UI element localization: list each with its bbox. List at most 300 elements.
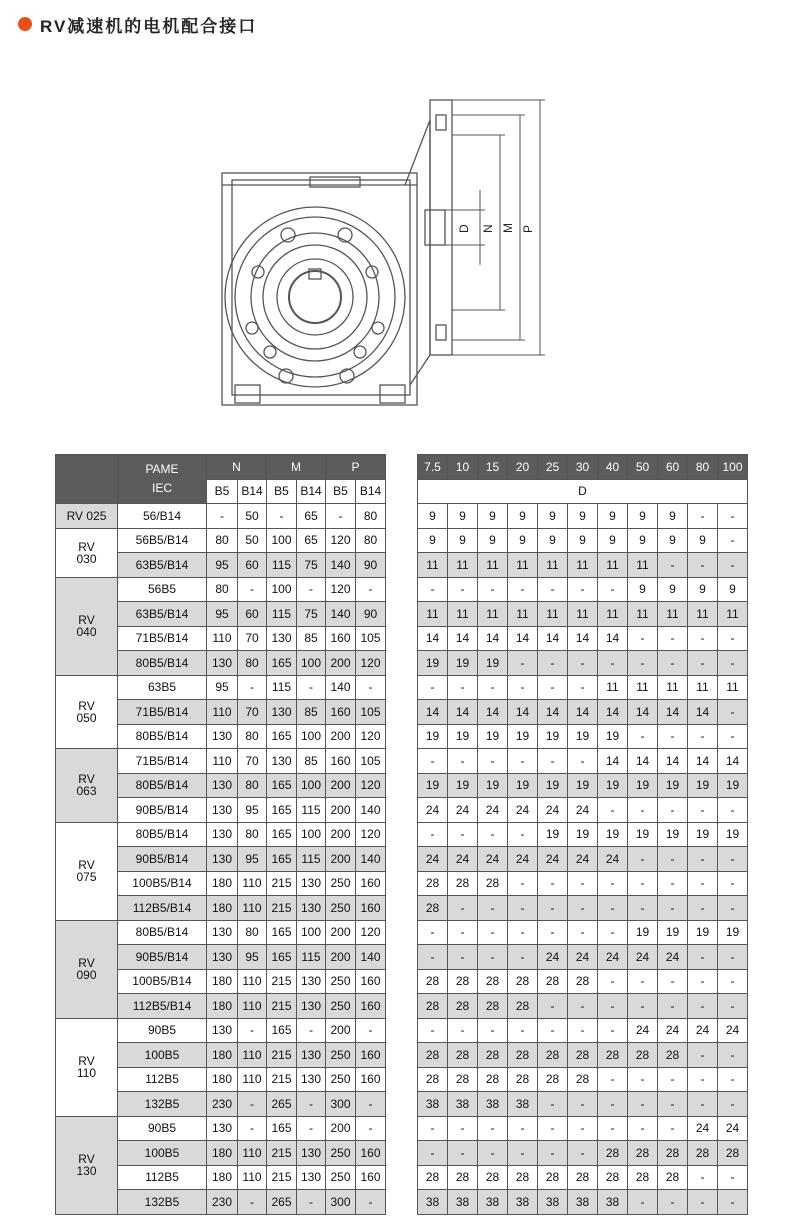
header-pame: PAME bbox=[145, 461, 179, 476]
d-cell: - bbox=[418, 675, 448, 700]
d-cell: 11 bbox=[448, 553, 478, 578]
table-row bbox=[418, 945, 748, 970]
nmp-cell: 230 bbox=[207, 1092, 238, 1117]
d-cell: 38 bbox=[448, 1190, 478, 1215]
iec-cell: 132B5 bbox=[118, 1092, 207, 1117]
d-cell: 19 bbox=[508, 773, 538, 798]
nmp-cell: - bbox=[326, 504, 356, 529]
d-cell: 14 bbox=[598, 700, 628, 725]
d-cell: 11 bbox=[478, 553, 508, 578]
iec-cell: 71B5/B14 bbox=[118, 749, 207, 774]
d-cell: - bbox=[418, 945, 448, 970]
table-row bbox=[56, 1116, 386, 1141]
model-cell bbox=[56, 504, 118, 529]
nmp-cell: 110 bbox=[238, 1043, 267, 1068]
d-cell: - bbox=[448, 577, 478, 602]
d-cell: - bbox=[688, 626, 718, 651]
d-cell: 9 bbox=[568, 504, 598, 529]
nmp-cell: 80 bbox=[238, 651, 267, 676]
nmp-cell: 200 bbox=[326, 798, 356, 823]
d-cell: - bbox=[508, 577, 538, 602]
d-cell: - bbox=[718, 798, 748, 823]
d-cell: 38 bbox=[568, 1190, 598, 1215]
d-cell: 28 bbox=[478, 994, 508, 1019]
nmp-cell: 120 bbox=[356, 724, 386, 749]
d-cell: - bbox=[538, 749, 568, 774]
d-cell: 28 bbox=[538, 1165, 568, 1190]
header-sub: B5 bbox=[326, 479, 356, 504]
d-cell: - bbox=[718, 528, 748, 553]
iec-cell: 80B5/B14 bbox=[118, 920, 207, 945]
iec-cell: 112B5 bbox=[118, 1067, 207, 1092]
d-cell: - bbox=[478, 1141, 508, 1166]
d-cell: 9 bbox=[718, 577, 748, 602]
d-cell: 24 bbox=[538, 798, 568, 823]
d-cell: 14 bbox=[418, 700, 448, 725]
nmp-cell: 160 bbox=[356, 1043, 386, 1068]
d-cell: - bbox=[688, 1165, 718, 1190]
nmp-cell: 140 bbox=[326, 602, 356, 627]
nmp-cell: 165 bbox=[267, 1018, 297, 1043]
d-cell: - bbox=[688, 871, 718, 896]
d-cell: - bbox=[718, 651, 748, 676]
header-d-value: 20 bbox=[508, 455, 538, 480]
header-d-value: 7.5 bbox=[418, 455, 448, 480]
table-row bbox=[418, 1092, 748, 1117]
d-cell: 19 bbox=[688, 773, 718, 798]
d-cell: 14 bbox=[658, 700, 688, 725]
d-cell: - bbox=[688, 896, 718, 921]
d-cell: 14 bbox=[478, 700, 508, 725]
nmp-cell: 120 bbox=[356, 920, 386, 945]
table-row bbox=[56, 675, 386, 700]
header-group: M bbox=[267, 455, 326, 480]
d-cell: - bbox=[598, 1067, 628, 1092]
nmp-cell: 130 bbox=[297, 1043, 326, 1068]
d-cell: - bbox=[478, 822, 508, 847]
d-cell: 24 bbox=[658, 1018, 688, 1043]
d-cell: 38 bbox=[418, 1190, 448, 1215]
d-cell: 11 bbox=[418, 553, 448, 578]
header-row bbox=[418, 455, 748, 480]
d-cell: - bbox=[658, 847, 688, 872]
header-d-value: 60 bbox=[658, 455, 688, 480]
table-row bbox=[418, 749, 748, 774]
model-cell bbox=[56, 920, 118, 1018]
table-row bbox=[56, 920, 386, 945]
shaft-diameter-table bbox=[417, 454, 748, 1215]
d-cell: 19 bbox=[598, 724, 628, 749]
d-cell: 28 bbox=[508, 994, 538, 1019]
nmp-cell: - bbox=[297, 1190, 326, 1215]
d-cell: - bbox=[538, 1092, 568, 1117]
nmp-cell: 120 bbox=[356, 651, 386, 676]
d-cell: - bbox=[658, 994, 688, 1019]
nmp-cell: 250 bbox=[326, 1165, 356, 1190]
d-cell: - bbox=[538, 994, 568, 1019]
d-cell: 24 bbox=[568, 847, 598, 872]
header-d-value: 50 bbox=[628, 455, 658, 480]
d-cell: - bbox=[718, 945, 748, 970]
d-cell: - bbox=[508, 945, 538, 970]
nmp-cell: 265 bbox=[267, 1092, 297, 1117]
d-cell: - bbox=[478, 577, 508, 602]
d-cell: 24 bbox=[568, 798, 598, 823]
nmp-cell: 110 bbox=[238, 1067, 267, 1092]
d-cell: 11 bbox=[538, 602, 568, 627]
d-cell: 11 bbox=[448, 602, 478, 627]
nmp-cell: 100 bbox=[297, 920, 326, 945]
nmp-cell: 65 bbox=[297, 504, 326, 529]
d-cell: 11 bbox=[718, 602, 748, 627]
table-row bbox=[418, 1165, 748, 1190]
d-cell: 9 bbox=[448, 504, 478, 529]
d-cell: 28 bbox=[448, 1165, 478, 1190]
d-cell: - bbox=[718, 724, 748, 749]
nmp-cell: 120 bbox=[326, 528, 356, 553]
d-cell: 14 bbox=[448, 626, 478, 651]
nmp-cell: 110 bbox=[207, 749, 238, 774]
d-cell: - bbox=[628, 871, 658, 896]
table-row bbox=[418, 798, 748, 823]
d-cell: - bbox=[598, 798, 628, 823]
nmp-cell: 215 bbox=[267, 969, 297, 994]
nmp-cell: 250 bbox=[326, 871, 356, 896]
table-row bbox=[56, 749, 386, 774]
d-cell: 11 bbox=[478, 602, 508, 627]
d-cell: - bbox=[568, 994, 598, 1019]
d-cell: 14 bbox=[448, 700, 478, 725]
header-group: N bbox=[207, 455, 267, 480]
d-cell: - bbox=[718, 994, 748, 1019]
nmp-cell: 100 bbox=[297, 724, 326, 749]
iec-cell: 132B5 bbox=[118, 1190, 207, 1215]
d-cell: 24 bbox=[718, 1116, 748, 1141]
model-label: 050 bbox=[76, 710, 97, 725]
d-cell: - bbox=[448, 675, 478, 700]
d-cell: - bbox=[718, 1043, 748, 1068]
table-row bbox=[418, 700, 748, 725]
d-cell: - bbox=[718, 847, 748, 872]
d-cell: 19 bbox=[478, 651, 508, 676]
d-cell: 9 bbox=[538, 504, 568, 529]
d-cell: - bbox=[688, 847, 718, 872]
d-cell: - bbox=[718, 871, 748, 896]
nmp-cell: - bbox=[238, 1092, 267, 1117]
nmp-cell: 130 bbox=[207, 798, 238, 823]
d-cell: 19 bbox=[718, 773, 748, 798]
d-cell: 14 bbox=[628, 700, 658, 725]
iec-cell: 80B5/B14 bbox=[118, 651, 207, 676]
d-cell: - bbox=[658, 626, 688, 651]
d-cell: 11 bbox=[688, 602, 718, 627]
d-cell: 9 bbox=[478, 528, 508, 553]
d-cell: 28 bbox=[418, 969, 448, 994]
d-cell: - bbox=[658, 651, 688, 676]
d-cell: - bbox=[718, 1067, 748, 1092]
d-cell: 24 bbox=[538, 847, 568, 872]
nmp-cell: 230 bbox=[207, 1190, 238, 1215]
nmp-cell: - bbox=[297, 1092, 326, 1117]
d-cell: - bbox=[598, 577, 628, 602]
header-d-value: 30 bbox=[568, 455, 598, 480]
nmp-cell: 200 bbox=[326, 724, 356, 749]
iec-cell: 100B5/B14 bbox=[118, 969, 207, 994]
d-cell: 28 bbox=[418, 994, 448, 1019]
header-d-value: 15 bbox=[478, 455, 508, 480]
d-cell: 14 bbox=[718, 749, 748, 774]
d-cell: 28 bbox=[658, 1165, 688, 1190]
d-cell: 11 bbox=[658, 675, 688, 700]
d-cell: - bbox=[688, 1092, 718, 1117]
d-cell: - bbox=[688, 798, 718, 823]
d-cell: 28 bbox=[628, 1165, 658, 1190]
nmp-cell: 130 bbox=[297, 1165, 326, 1190]
d-cell: 38 bbox=[538, 1190, 568, 1215]
nmp-cell: 75 bbox=[297, 602, 326, 627]
d-cell: 24 bbox=[688, 1018, 718, 1043]
header-iec: IEC bbox=[151, 481, 172, 495]
nmp-cell: 165 bbox=[267, 651, 297, 676]
nmp-cell: 165 bbox=[267, 724, 297, 749]
d-cell: - bbox=[598, 969, 628, 994]
d-cell: - bbox=[598, 1092, 628, 1117]
d-cell: - bbox=[448, 920, 478, 945]
d-cell: 14 bbox=[658, 749, 688, 774]
nmp-cell: 80 bbox=[238, 724, 267, 749]
d-cell: 28 bbox=[478, 871, 508, 896]
dim-label-d: D bbox=[457, 224, 471, 233]
d-cell: 11 bbox=[568, 602, 598, 627]
nmp-cell: 180 bbox=[207, 1067, 238, 1092]
d-cell: 28 bbox=[568, 969, 598, 994]
d-cell: 19 bbox=[658, 773, 688, 798]
iec-cell: 90B5/B14 bbox=[118, 798, 207, 823]
flange-outline bbox=[430, 100, 452, 355]
d-cell: - bbox=[568, 675, 598, 700]
d-cell: 9 bbox=[508, 504, 538, 529]
d-cell: 24 bbox=[508, 847, 538, 872]
nmp-cell: - bbox=[238, 1116, 267, 1141]
d-cell: - bbox=[508, 749, 538, 774]
nmp-cell: 115 bbox=[267, 553, 297, 578]
nmp-cell: 180 bbox=[207, 994, 238, 1019]
nmp-cell: 105 bbox=[356, 700, 386, 725]
model-label: RV bbox=[78, 539, 95, 554]
nmp-cell: 200 bbox=[326, 822, 356, 847]
iec-cell: 90B5/B14 bbox=[118, 847, 207, 872]
dim-label-n: N bbox=[481, 224, 495, 233]
nmp-cell: 215 bbox=[267, 896, 297, 921]
nmp-cell: 110 bbox=[207, 700, 238, 725]
d-cell: - bbox=[598, 1018, 628, 1043]
nmp-cell: 300 bbox=[326, 1190, 356, 1215]
d-cell: - bbox=[658, 724, 688, 749]
header-d-value: 25 bbox=[538, 455, 568, 480]
d-cell: 28 bbox=[478, 1067, 508, 1092]
d-cell: 11 bbox=[628, 675, 658, 700]
nmp-cell: 215 bbox=[267, 1067, 297, 1092]
model-cell bbox=[56, 1018, 118, 1116]
d-cell: 24 bbox=[598, 847, 628, 872]
d-cell: 9 bbox=[658, 577, 688, 602]
d-cell: 14 bbox=[688, 700, 718, 725]
table-row bbox=[418, 896, 748, 921]
d-cell: - bbox=[478, 1018, 508, 1043]
nmp-cell: 200 bbox=[326, 1018, 356, 1043]
model-label: RV bbox=[78, 698, 95, 713]
nmp-cell: 130 bbox=[297, 969, 326, 994]
d-cell: - bbox=[688, 994, 718, 1019]
d-cell: 19 bbox=[418, 724, 448, 749]
model-label: RV bbox=[78, 956, 95, 970]
table-row bbox=[56, 577, 386, 602]
d-cell: - bbox=[538, 896, 568, 921]
d-cell: 38 bbox=[478, 1190, 508, 1215]
nmp-cell: - bbox=[356, 1116, 386, 1141]
header-row bbox=[418, 479, 748, 504]
d-cell: 11 bbox=[598, 675, 628, 700]
iec-cell: 112B5/B14 bbox=[118, 896, 207, 921]
d-cell: 11 bbox=[598, 602, 628, 627]
nmp-cell: 165 bbox=[267, 773, 297, 798]
d-cell: 11 bbox=[688, 675, 718, 700]
d-cell: - bbox=[658, 1190, 688, 1215]
d-cell: 28 bbox=[448, 1067, 478, 1092]
model-cell bbox=[56, 577, 118, 675]
d-cell: 28 bbox=[418, 1043, 448, 1068]
nmp-cell: 60 bbox=[238, 553, 267, 578]
nmp-cell: 215 bbox=[267, 1141, 297, 1166]
nmp-cell: 50 bbox=[238, 504, 267, 529]
d-cell: - bbox=[658, 871, 688, 896]
nmp-cell: 215 bbox=[267, 994, 297, 1019]
table-row bbox=[418, 1018, 748, 1043]
d-cell: 28 bbox=[508, 1067, 538, 1092]
d-cell: 28 bbox=[508, 969, 538, 994]
nmp-cell: 130 bbox=[267, 700, 297, 725]
d-cell: - bbox=[418, 920, 448, 945]
nmp-cell: 120 bbox=[356, 773, 386, 798]
nmp-cell: 100 bbox=[297, 773, 326, 798]
d-cell: 14 bbox=[598, 749, 628, 774]
d-cell: - bbox=[478, 749, 508, 774]
d-cell: - bbox=[568, 651, 598, 676]
d-cell: 14 bbox=[508, 626, 538, 651]
d-cell: 28 bbox=[628, 1043, 658, 1068]
d-cell: - bbox=[598, 871, 628, 896]
d-cell: - bbox=[598, 651, 628, 676]
iec-cell: 112B5 bbox=[118, 1165, 207, 1190]
d-cell: - bbox=[598, 920, 628, 945]
d-cell: 28 bbox=[418, 1067, 448, 1092]
d-cell: 9 bbox=[688, 577, 718, 602]
d-cell: 24 bbox=[448, 847, 478, 872]
iec-cell: 71B5/B14 bbox=[118, 626, 207, 651]
nmp-cell: 110 bbox=[238, 871, 267, 896]
iec-cell: 63B5 bbox=[118, 675, 207, 700]
header-pame-iec bbox=[118, 455, 207, 504]
nmp-cell: 180 bbox=[207, 1043, 238, 1068]
nmp-cell: 300 bbox=[326, 1092, 356, 1117]
nmp-cell: 140 bbox=[356, 798, 386, 823]
d-cell: - bbox=[508, 896, 538, 921]
table-row bbox=[418, 871, 748, 896]
nmp-cell: 165 bbox=[267, 798, 297, 823]
nmp-cell: 130 bbox=[207, 822, 238, 847]
nmp-cell: 165 bbox=[267, 1116, 297, 1141]
nmp-cell: 265 bbox=[267, 1190, 297, 1215]
d-cell: 9 bbox=[508, 528, 538, 553]
nmp-cell: 180 bbox=[207, 969, 238, 994]
d-cell: - bbox=[628, 896, 658, 921]
nmp-cell: 130 bbox=[207, 651, 238, 676]
d-cell: - bbox=[568, 1018, 598, 1043]
d-cell: 19 bbox=[508, 724, 538, 749]
d-cell: - bbox=[628, 724, 658, 749]
d-cell: 11 bbox=[508, 602, 538, 627]
nmp-cell: - bbox=[356, 577, 386, 602]
nmp-cell: 200 bbox=[326, 945, 356, 970]
table-row bbox=[418, 577, 748, 602]
nmp-cell: 130 bbox=[297, 1141, 326, 1166]
d-cell: 28 bbox=[448, 969, 478, 994]
table-row bbox=[418, 969, 748, 994]
d-cell: 9 bbox=[628, 528, 658, 553]
nmp-cell: 60 bbox=[238, 602, 267, 627]
table-row bbox=[418, 1190, 748, 1215]
table-row bbox=[418, 1043, 748, 1068]
d-cell: - bbox=[718, 504, 748, 529]
d-cell: 9 bbox=[418, 504, 448, 529]
nmp-cell: 95 bbox=[207, 602, 238, 627]
d-cell: - bbox=[508, 1141, 538, 1166]
d-cell: 9 bbox=[628, 504, 658, 529]
nmp-cell: 100 bbox=[297, 651, 326, 676]
d-cell: 24 bbox=[538, 945, 568, 970]
iec-cell: 100B5 bbox=[118, 1141, 207, 1166]
nmp-cell: 110 bbox=[238, 1165, 267, 1190]
d-cell: - bbox=[478, 920, 508, 945]
d-cell: 24 bbox=[688, 1116, 718, 1141]
d-cell: 24 bbox=[658, 945, 688, 970]
d-cell: 9 bbox=[598, 504, 628, 529]
d-cell: - bbox=[688, 724, 718, 749]
nmp-cell: 80 bbox=[207, 528, 238, 553]
nmp-cell: 160 bbox=[356, 1165, 386, 1190]
d-cell: 28 bbox=[418, 871, 448, 896]
d-cell: 38 bbox=[508, 1190, 538, 1215]
d-cell: - bbox=[508, 675, 538, 700]
model-label: RV bbox=[78, 1152, 95, 1166]
d-cell: 11 bbox=[538, 553, 568, 578]
iec-cell: 112B5/B14 bbox=[118, 994, 207, 1019]
nmp-cell: 130 bbox=[207, 1116, 238, 1141]
nmp-cell: 130 bbox=[267, 749, 297, 774]
nmp-cell: 50 bbox=[238, 528, 267, 553]
nmp-cell: - bbox=[267, 504, 297, 529]
nmp-cell: 165 bbox=[267, 920, 297, 945]
d-cell: 28 bbox=[538, 969, 568, 994]
d-cell: - bbox=[418, 822, 448, 847]
d-cell: - bbox=[598, 896, 628, 921]
nmp-cell: 100 bbox=[297, 822, 326, 847]
d-cell: 9 bbox=[598, 528, 628, 553]
nmp-cell: 110 bbox=[207, 626, 238, 651]
table-row bbox=[418, 651, 748, 676]
table-row bbox=[418, 1067, 748, 1092]
d-cell: 19 bbox=[568, 724, 598, 749]
